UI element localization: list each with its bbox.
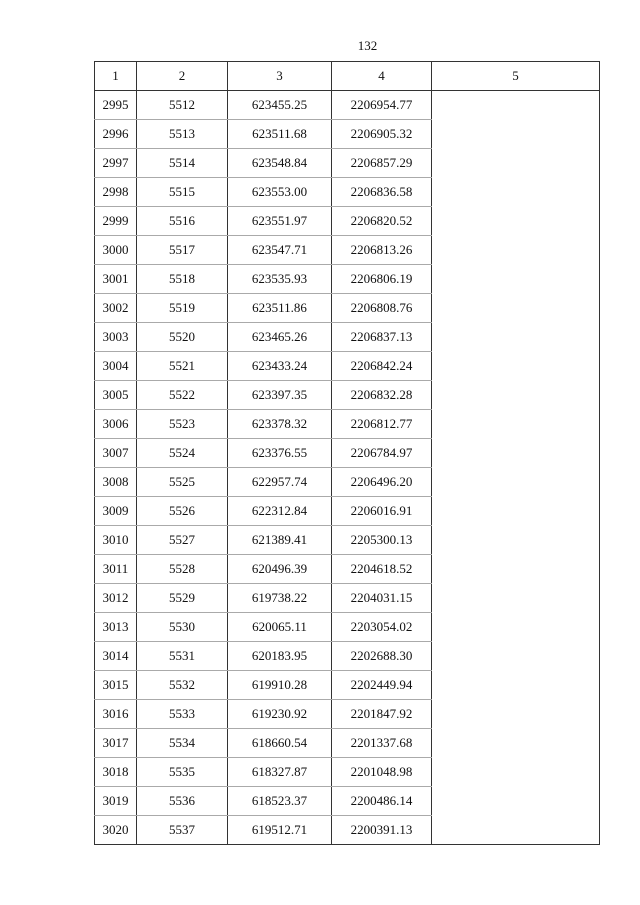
- table-row: [95, 120, 600, 149]
- table-row: [95, 91, 600, 120]
- table-cell-col-4: 2206820.52: [332, 207, 432, 236]
- table-cell-col-2: 5536: [137, 787, 228, 816]
- table-row: [95, 294, 600, 323]
- table-cell-col-1: 2996: [95, 120, 137, 149]
- table-cell-col-4: 2206784.97: [332, 439, 432, 468]
- table-cell-col-3: 620065.11: [228, 613, 332, 642]
- table-cell-col-4: 2201847.92: [332, 700, 432, 729]
- table-cell-col-3: 618327.87: [228, 758, 332, 787]
- table-cell-col-1: 2997: [95, 149, 137, 178]
- table-cell-col-1: 3008: [95, 468, 137, 497]
- table-row: [95, 352, 600, 381]
- table-cell-col-3: 623547.71: [228, 236, 332, 265]
- table-cell-col-3: 623378.32: [228, 410, 332, 439]
- table-row: [95, 323, 600, 352]
- table-cell-col-2: 5513: [137, 120, 228, 149]
- table-cell-col-5: [432, 816, 600, 845]
- table-row: [95, 758, 600, 787]
- table-cell-col-5: [432, 352, 600, 381]
- table-cell-col-5: [432, 410, 600, 439]
- table-cell-col-1: 3001: [95, 265, 137, 294]
- table-cell-col-4: 2206857.29: [332, 149, 432, 178]
- table-cell-col-3: 620183.95: [228, 642, 332, 671]
- table-cell-col-5: [432, 758, 600, 787]
- table-row: [95, 439, 600, 468]
- table-cell-col-5: [432, 526, 600, 555]
- table-cell-col-2: 5531: [137, 642, 228, 671]
- table-cell-col-4: 2206016.91: [332, 497, 432, 526]
- table-cell-col-3: 622957.74: [228, 468, 332, 497]
- table-cell-col-4: 2206836.58: [332, 178, 432, 207]
- table-cell-col-2: 5525: [137, 468, 228, 497]
- table-row: [95, 671, 600, 700]
- table-cell-col-4: 2203054.02: [332, 613, 432, 642]
- table-cell-col-2: 5522: [137, 381, 228, 410]
- table-cell-col-2: 5523: [137, 410, 228, 439]
- table-row: [95, 700, 600, 729]
- table-body: [95, 91, 600, 845]
- column-header-4: 4: [332, 62, 432, 91]
- table-cell-col-1: 3009: [95, 497, 137, 526]
- table-cell-col-2: 5517: [137, 236, 228, 265]
- table-cell-col-3: 622312.84: [228, 497, 332, 526]
- table-cell-col-1: 3011: [95, 555, 137, 584]
- table-cell-col-4: 2201048.98: [332, 758, 432, 787]
- table-cell-col-1: 3016: [95, 700, 137, 729]
- table-row: [95, 816, 600, 845]
- table-cell-col-4: 2200486.14: [332, 787, 432, 816]
- table-cell-col-5: [432, 787, 600, 816]
- table-cell-col-2: 5519: [137, 294, 228, 323]
- table-cell-col-3: 619738.22: [228, 584, 332, 613]
- table-cell-col-5: [432, 468, 600, 497]
- table-cell-col-4: 2206808.76: [332, 294, 432, 323]
- table-cell-col-5: [432, 642, 600, 671]
- table-cell-col-4: 2206806.19: [332, 265, 432, 294]
- table-cell-col-2: 5520: [137, 323, 228, 352]
- table-cell-col-4: 2201337.68: [332, 729, 432, 758]
- table-cell-col-1: 3005: [95, 381, 137, 410]
- table-cell-col-3: 623551.97: [228, 207, 332, 236]
- table-cell-col-3: 623548.84: [228, 149, 332, 178]
- table-cell-col-1: 3000: [95, 236, 137, 265]
- table-cell-col-3: 623455.25: [228, 91, 332, 120]
- table-row: [95, 149, 600, 178]
- table-cell-col-4: 2206837.13: [332, 323, 432, 352]
- table-header-row: [95, 62, 600, 91]
- table-cell-col-1: 3014: [95, 642, 137, 671]
- table-cell-col-5: [432, 120, 600, 149]
- table-row: [95, 729, 600, 758]
- table-row: [95, 410, 600, 439]
- table-cell-col-5: [432, 671, 600, 700]
- table-cell-col-3: 619910.28: [228, 671, 332, 700]
- table-cell-col-5: [432, 294, 600, 323]
- table-cell-col-2: 5526: [137, 497, 228, 526]
- column-header-2: 2: [137, 62, 228, 91]
- table-cell-col-5: [432, 236, 600, 265]
- table-cell-col-2: 5514: [137, 149, 228, 178]
- table-cell-col-1: 2998: [95, 178, 137, 207]
- table-row: [95, 236, 600, 265]
- table-row: [95, 178, 600, 207]
- table-row: [95, 584, 600, 613]
- table-cell-col-1: 3020: [95, 816, 137, 845]
- table-cell-col-3: 618523.37: [228, 787, 332, 816]
- table-cell-col-5: [432, 91, 600, 120]
- table-cell-col-5: [432, 439, 600, 468]
- table-cell-col-3: 619230.92: [228, 700, 332, 729]
- table-cell-col-2: 5535: [137, 758, 228, 787]
- table-cell-col-2: 5529: [137, 584, 228, 613]
- table-cell-col-5: [432, 584, 600, 613]
- table-cell-col-2: 5533: [137, 700, 228, 729]
- table-cell-col-1: 3017: [95, 729, 137, 758]
- table-row: [95, 642, 600, 671]
- table-cell-col-5: [432, 613, 600, 642]
- table-cell-col-5: [432, 497, 600, 526]
- page-number: 132: [357, 38, 378, 53]
- table-cell-col-4: 2200391.13: [332, 816, 432, 845]
- table-row: [95, 265, 600, 294]
- table-cell-col-1: 2999: [95, 207, 137, 236]
- table-cell-col-4: 2206842.24: [332, 352, 432, 381]
- table-row: [95, 468, 600, 497]
- table-cell-col-4: 2204618.52: [332, 555, 432, 584]
- table-cell-col-5: [432, 207, 600, 236]
- table-cell-col-3: 621389.41: [228, 526, 332, 555]
- table-cell-col-4: 2206832.28: [332, 381, 432, 410]
- table-cell-col-1: 3018: [95, 758, 137, 787]
- table-cell-col-4: 2204031.15: [332, 584, 432, 613]
- table-cell-col-1: 2995: [95, 91, 137, 120]
- table-cell-col-2: 5518: [137, 265, 228, 294]
- table-cell-col-3: 619512.71: [228, 816, 332, 845]
- table-row: [95, 787, 600, 816]
- table-cell-col-1: 3012: [95, 584, 137, 613]
- table-cell-col-5: [432, 555, 600, 584]
- table-cell-col-2: 5527: [137, 526, 228, 555]
- table-row: [95, 381, 600, 410]
- table-cell-col-4: 2206496.20: [332, 468, 432, 497]
- table-cell-col-3: 623511.86: [228, 294, 332, 323]
- table-cell-col-1: 3004: [95, 352, 137, 381]
- table-cell-col-2: 5515: [137, 178, 228, 207]
- table-cell-col-2: 5532: [137, 671, 228, 700]
- table-row: [95, 555, 600, 584]
- table-cell-col-2: 5521: [137, 352, 228, 381]
- table-cell-col-5: [432, 381, 600, 410]
- table-cell-col-2: 5516: [137, 207, 228, 236]
- table-cell-col-3: 623535.93: [228, 265, 332, 294]
- table-cell-col-1: 3007: [95, 439, 137, 468]
- table-row: [95, 207, 600, 236]
- table-cell-col-2: 5528: [137, 555, 228, 584]
- table-cell-col-5: [432, 729, 600, 758]
- table-row: [95, 497, 600, 526]
- table-cell-col-1: 3013: [95, 613, 137, 642]
- table-cell-col-1: 3003: [95, 323, 137, 352]
- table-cell-col-4: 2205300.13: [332, 526, 432, 555]
- table-cell-col-2: 5524: [137, 439, 228, 468]
- table-cell-col-3: 623465.26: [228, 323, 332, 352]
- table-cell-col-2: 5512: [137, 91, 228, 120]
- table-cell-col-4: 2206905.32: [332, 120, 432, 149]
- table-cell-col-3: 623397.35: [228, 381, 332, 410]
- column-header-3: 3: [228, 62, 332, 91]
- table-cell-col-2: 5530: [137, 613, 228, 642]
- table-row: [95, 526, 600, 555]
- table-cell-col-2: 5534: [137, 729, 228, 758]
- table-cell-col-1: 3010: [95, 526, 137, 555]
- table-cell-col-5: [432, 323, 600, 352]
- column-header-5: 5: [432, 62, 600, 91]
- table-cell-col-4: 2206812.77: [332, 410, 432, 439]
- table-cell-col-1: 3019: [95, 787, 137, 816]
- table-cell-col-5: [432, 700, 600, 729]
- table-cell-col-4: 2202688.30: [332, 642, 432, 671]
- table-cell-col-3: 618660.54: [228, 729, 332, 758]
- table-cell-col-5: [432, 149, 600, 178]
- table-cell-col-3: 623553.00: [228, 178, 332, 207]
- table-cell-col-2: 5537: [137, 816, 228, 845]
- table-cell-col-1: 3002: [95, 294, 137, 323]
- table-header: [95, 62, 600, 91]
- table-cell-col-4: 2206954.77: [332, 91, 432, 120]
- column-header-1: 1: [95, 62, 137, 91]
- table-cell-col-4: 2202449.94: [332, 671, 432, 700]
- table-cell-col-4: 2206813.26: [332, 236, 432, 265]
- table-cell-col-3: 623511.68: [228, 120, 332, 149]
- table-cell-col-3: 620496.39: [228, 555, 332, 584]
- table-cell-col-5: [432, 265, 600, 294]
- table-cell-col-3: 623376.55: [228, 439, 332, 468]
- table-cell-col-1: 3006: [95, 410, 137, 439]
- table-cell-col-3: 623433.24: [228, 352, 332, 381]
- table-cell-col-1: 3015: [95, 671, 137, 700]
- coordinates-table: [94, 61, 600, 845]
- table-cell-col-5: [432, 178, 600, 207]
- table-row: [95, 613, 600, 642]
